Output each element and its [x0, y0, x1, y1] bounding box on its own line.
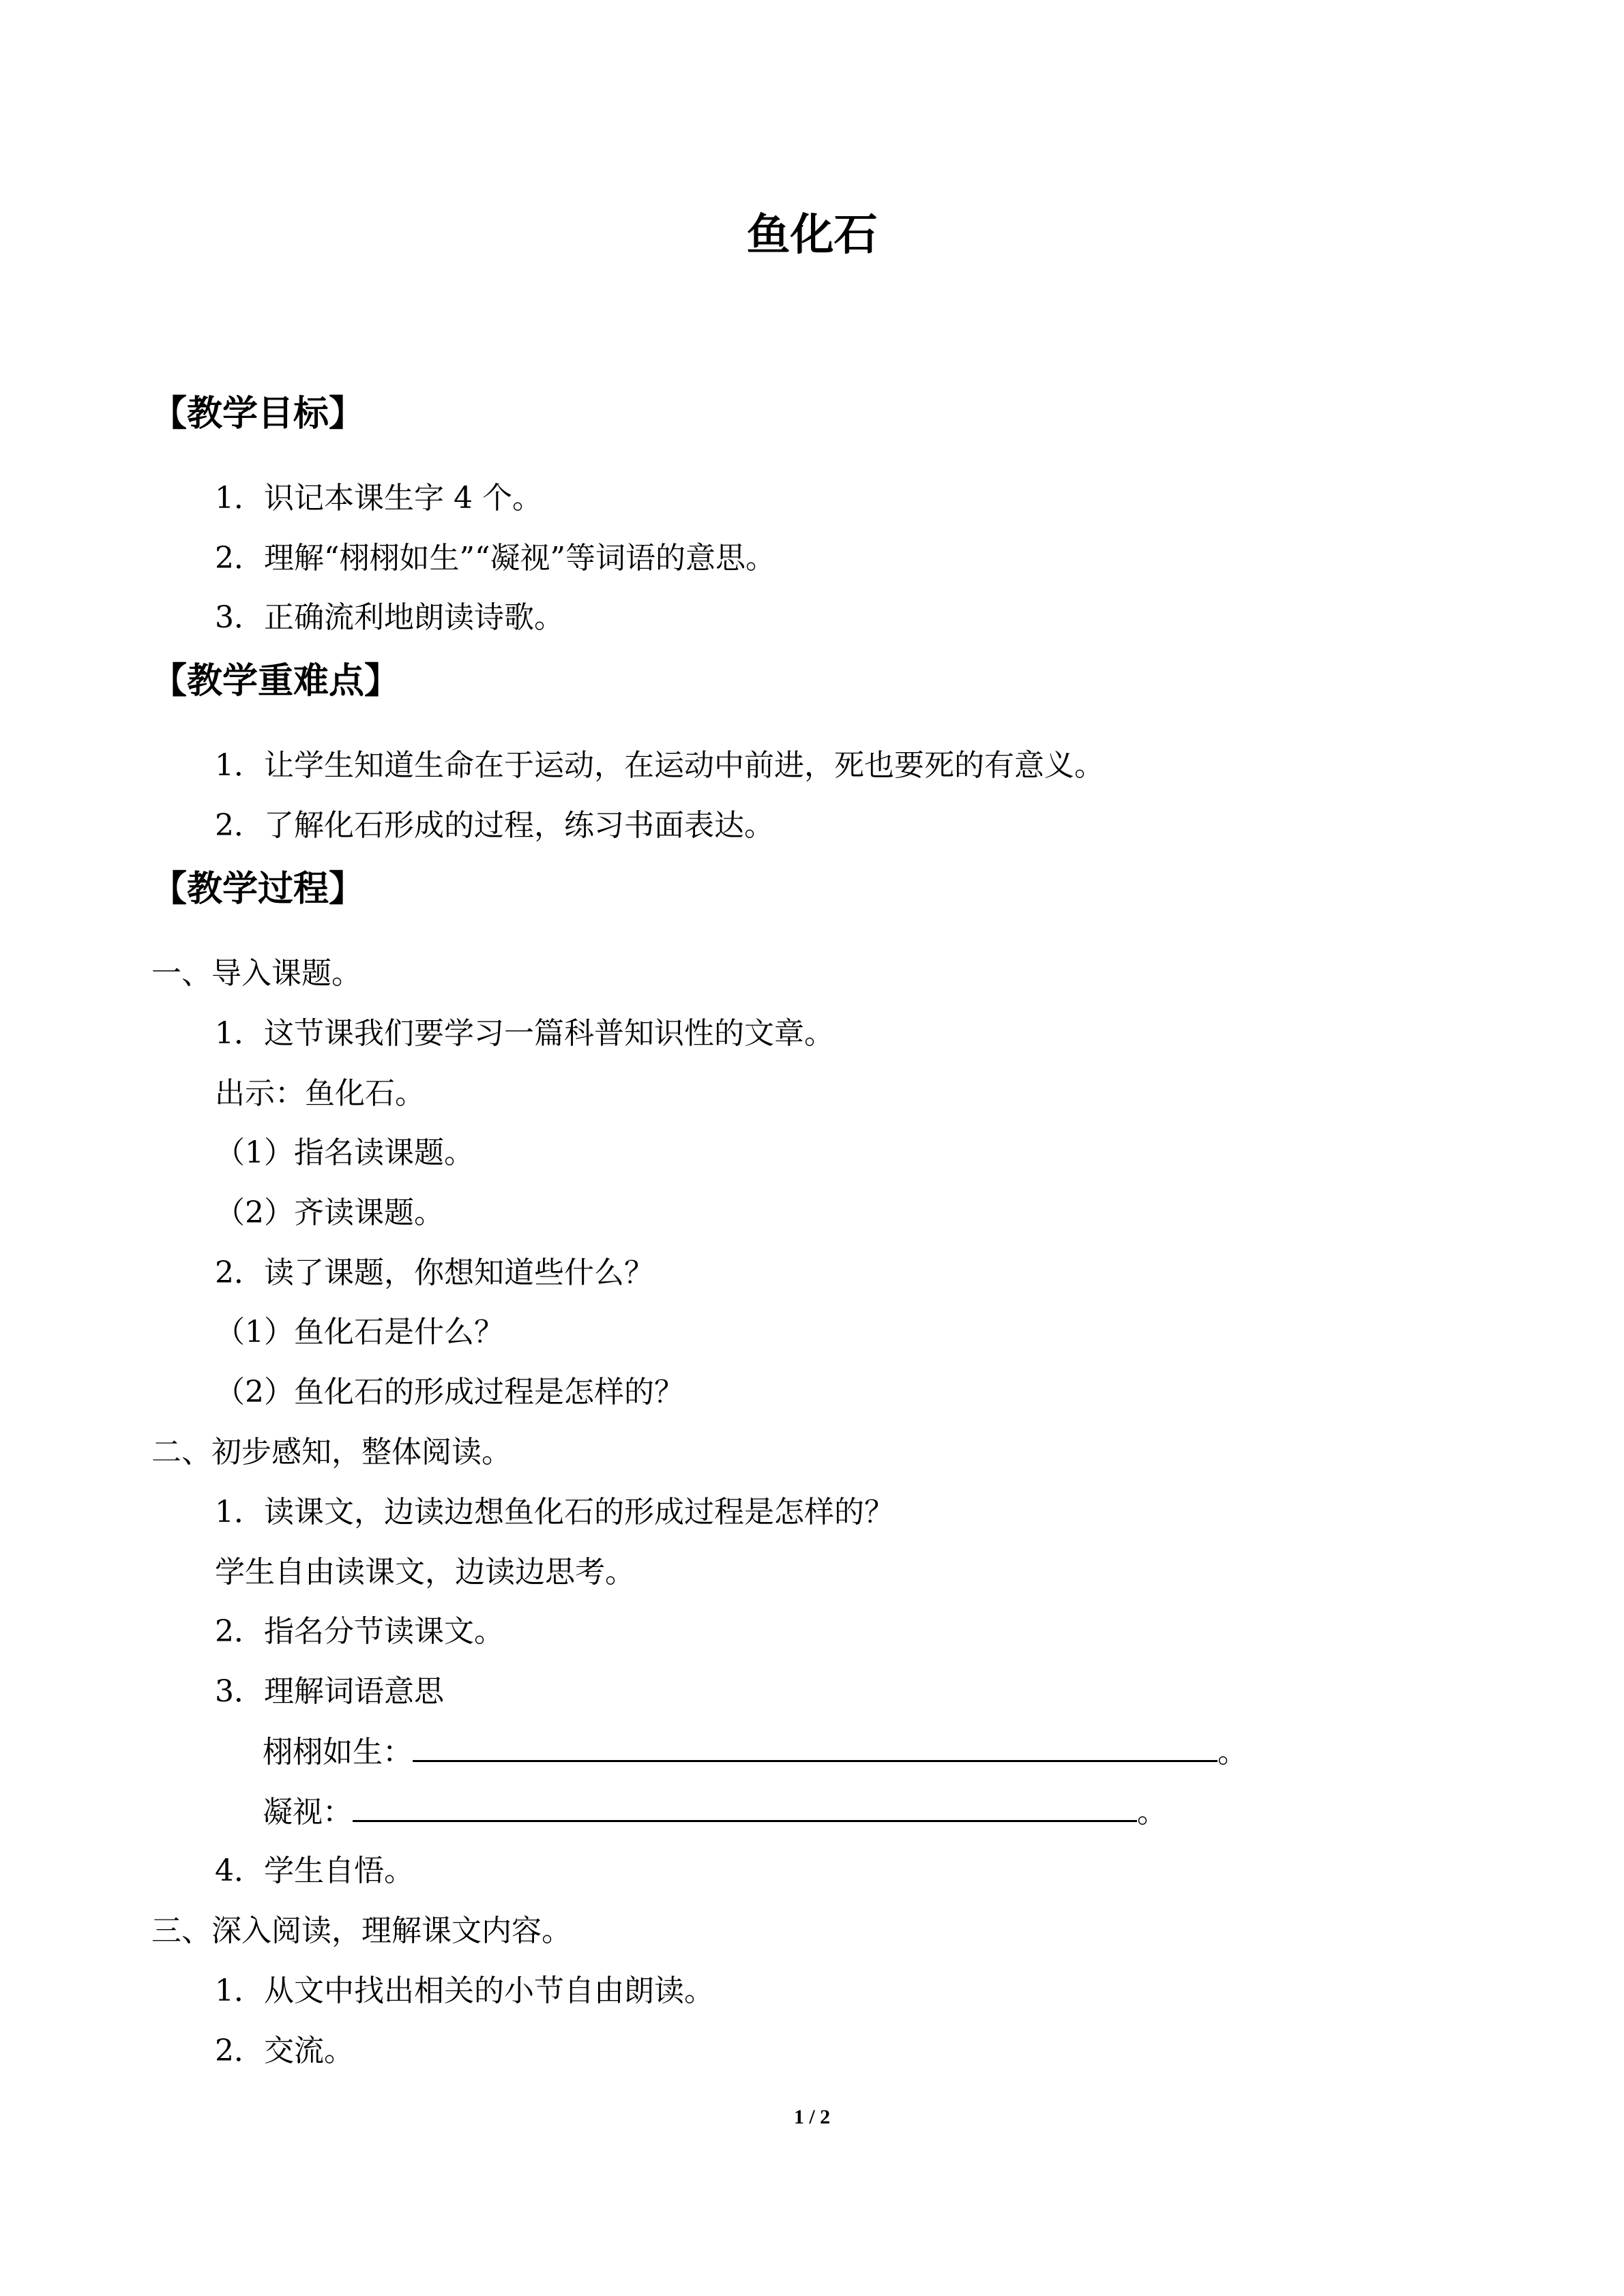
fill-in-end: 。: [1217, 1735, 1247, 1770]
section-heading-goals: 【教学目标】: [151, 393, 365, 434]
fill-in-label: 凝视：: [263, 1795, 353, 1830]
process-line: 出示：鱼化石。: [215, 1076, 425, 1111]
section-heading-process: 【教学过程】: [151, 869, 365, 910]
process-line: （2）齐读课题。: [215, 1195, 444, 1230]
answer-blank[interactable]: [353, 1793, 1137, 1822]
process-line: 2．读了课题，你想知道些什么？: [215, 1255, 654, 1290]
answer-blank[interactable]: [413, 1733, 1217, 1762]
fill-in-row: [263, 1793, 1167, 1832]
process-line: 学生自由读课文，边读边思考。: [215, 1555, 635, 1590]
key-point-item: 2．了解化石形成的过程，练习书面表达。: [215, 808, 774, 843]
process-line: 2．指名分节读课文。: [215, 1614, 504, 1649]
process-line: 4．学生自悟。: [215, 1853, 414, 1888]
page-title: 鱼化石: [746, 210, 878, 260]
goal-item: 2．理解“栩栩如生”“凝视”等词语的意思。: [215, 541, 776, 576]
process-line: 1．读课文，边读边想鱼化石的形成过程是怎样的？: [215, 1495, 894, 1530]
key-point-item: 1．让学生知道生命在于运动，在运动中前进，死也要死的有意义。: [215, 748, 1104, 783]
process-part-title: 二、初步感知，整体阅读。: [151, 1435, 512, 1470]
process-part-title: 三、深入阅读，理解课文内容。: [151, 1913, 572, 1948]
page-number: 1 / 2: [793, 2106, 831, 2128]
process-line: 3．理解词语意思: [215, 1674, 444, 1709]
fill-in-row: [263, 1733, 1247, 1772]
process-line: 1．这节课我们要学习一篇科普知识性的文章。: [215, 1016, 834, 1051]
process-line: （1）鱼化石是什么？: [215, 1315, 504, 1350]
process-line: 1．从文中找出相关的小节自由朗读。: [215, 1973, 714, 2008]
process-line: （2）鱼化石的形成过程是怎样的？: [215, 1375, 684, 1410]
fill-in-end: 。: [1137, 1795, 1167, 1830]
goal-item: 1．识记本课生字 4 个。: [215, 481, 542, 516]
goal-item: 3．正确流利地朗读诗歌。: [215, 600, 564, 635]
process-line: （1）指名读课题。: [215, 1135, 474, 1170]
section-heading-key-points: 【教学重难点】: [151, 661, 400, 702]
process-line: 2．交流。: [215, 2033, 354, 2068]
fill-in-label: 栩栩如生：: [263, 1735, 413, 1770]
process-part-title: 一、导入课题。: [151, 956, 361, 991]
